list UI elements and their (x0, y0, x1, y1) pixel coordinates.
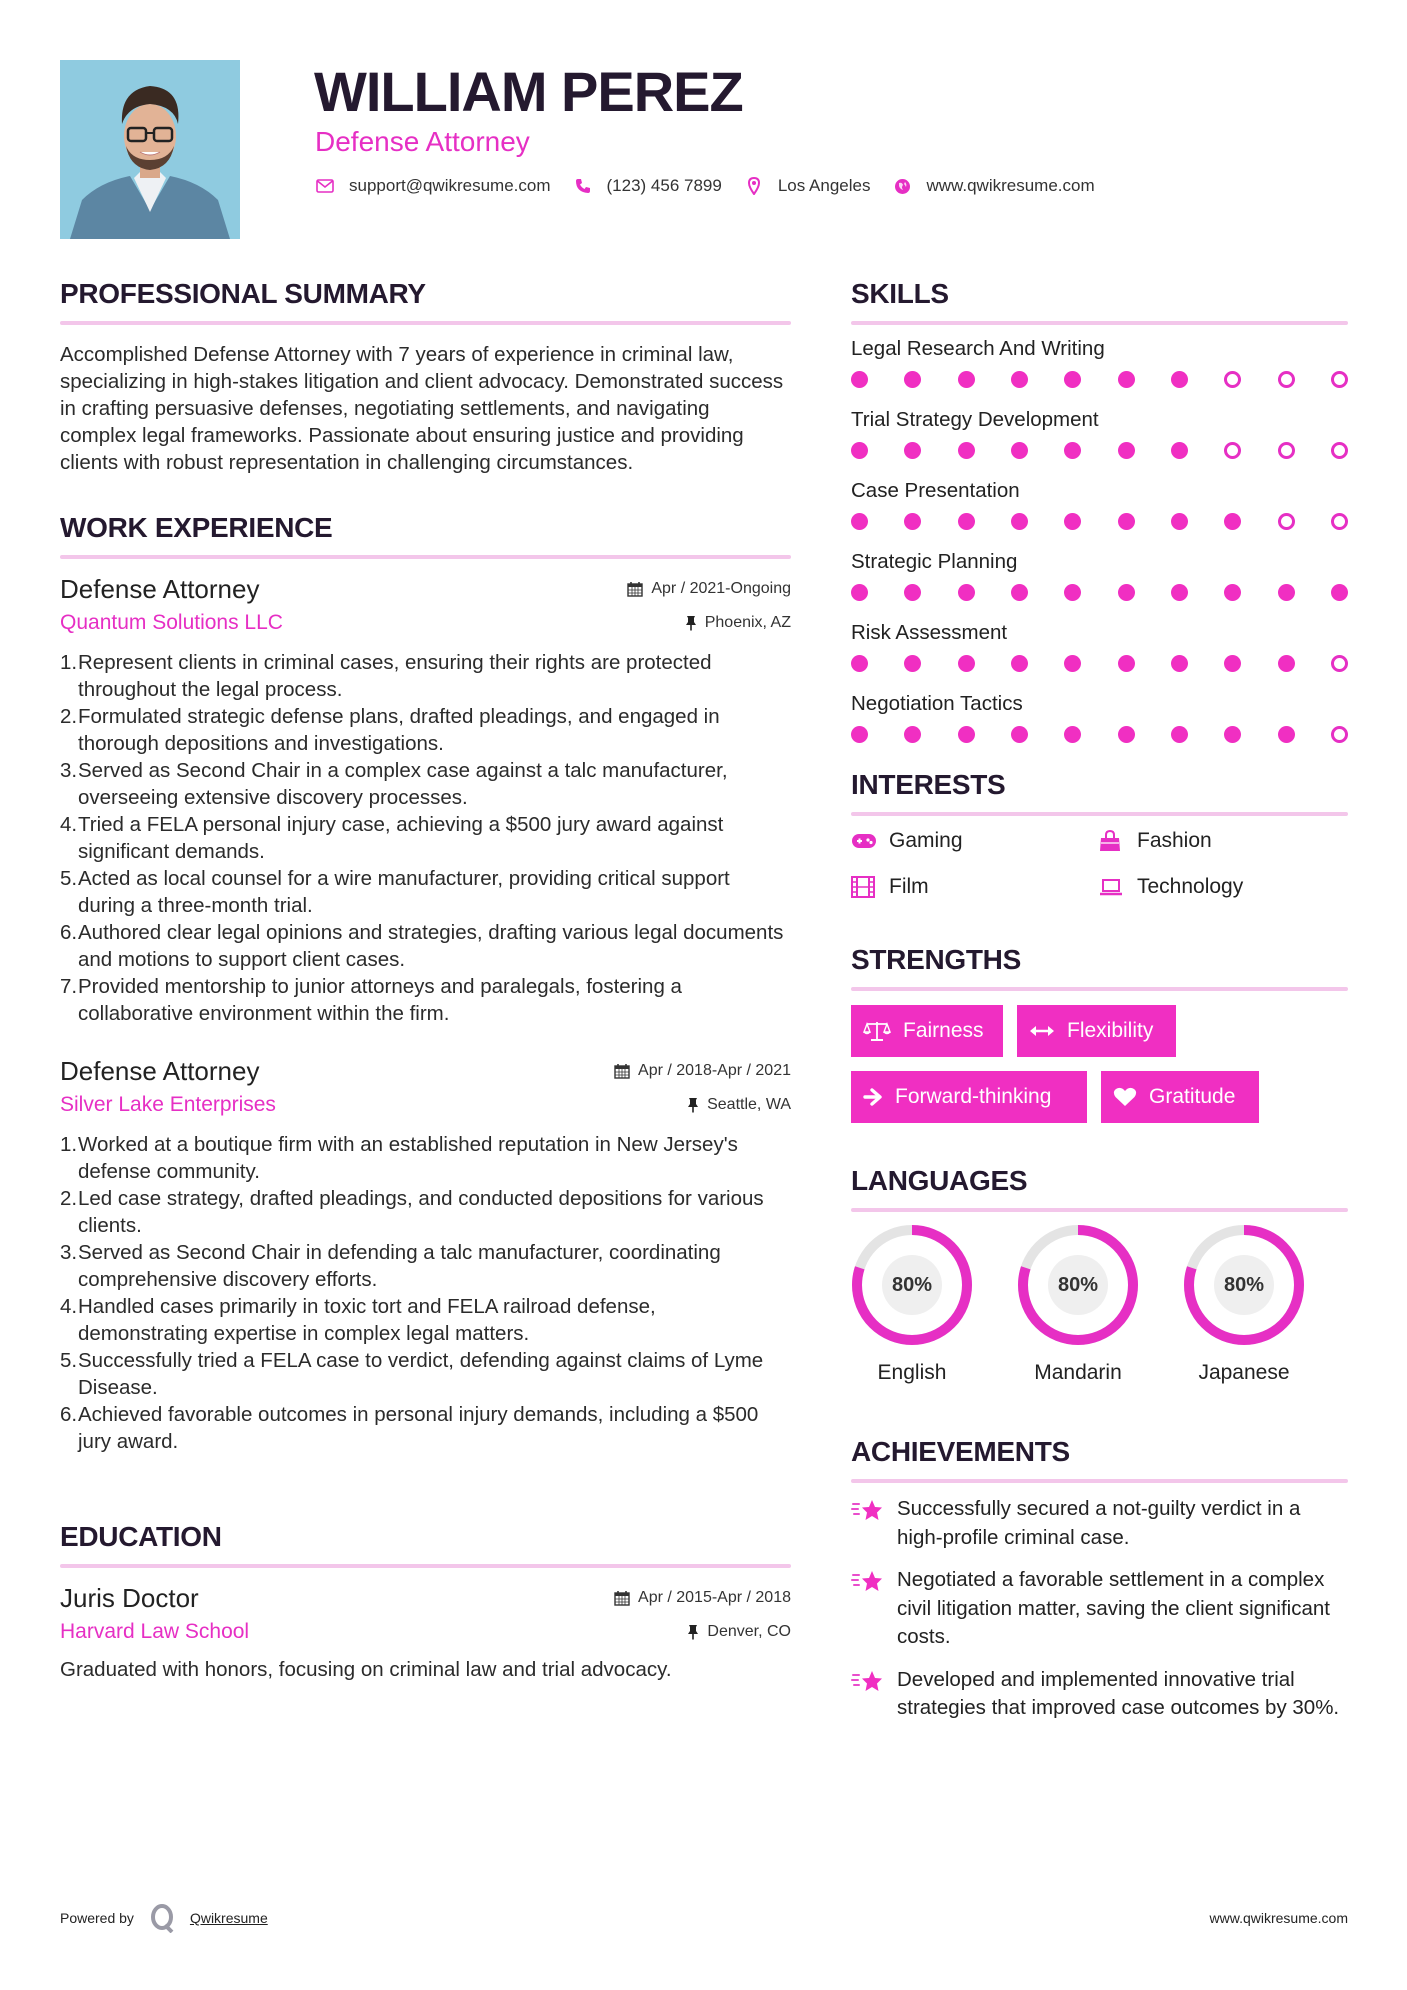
job-company: Quantum Solutions LLC (60, 611, 283, 634)
education-dates: Apr / 2015-Apr / 2018 (614, 1589, 791, 1607)
job-bullets (60, 649, 791, 1027)
interest-item: Fashion (1099, 826, 1347, 856)
education-section (60, 1513, 791, 1683)
shopping-bag-icon (1099, 830, 1125, 852)
shooting-star-icon (851, 1666, 885, 1723)
contact-phone[interactable] (573, 176, 722, 196)
balance-scale-icon (863, 1020, 891, 1042)
job-entry (60, 571, 791, 1027)
left-column (60, 270, 791, 1683)
education-description: Graduated with honors, focusing on criminal law and trial advocacy. (60, 1658, 672, 1681)
skill-rating (851, 513, 1348, 530)
section-title: WORK EXPERIENCE (60, 512, 333, 543)
profile-photo (60, 60, 240, 239)
experience-section (60, 504, 791, 1455)
rating-dot-filled-icon (1278, 655, 1295, 672)
rating-dot-filled-icon (904, 655, 921, 672)
rating-dot-filled-icon (1064, 655, 1081, 672)
rating-dot-filled-icon (851, 655, 868, 672)
rating-dot-filled-icon (1171, 513, 1188, 530)
bullet-item: 6. Achieved favorable outcomes in personal injury demands, including a $500 jury award. (60, 1403, 759, 1453)
rating-dot-filled-icon (1118, 371, 1135, 388)
skill-name: Case Presentation (851, 479, 1020, 502)
bullet-item: 2. Formulated strategic defense plans, drafted pleadings, and engaged in thorough depositions and investigations. (60, 705, 720, 755)
powered-by: Powered by Qwikresume (60, 1903, 268, 1933)
rating-dot-filled-icon (1011, 655, 1028, 672)
rating-dot-filled-icon (904, 371, 921, 388)
summary-text: Accomplished Defense Attorney with 7 years of experience in criminal law, specializing in high-stakes litigation and client advocacy. Demonstrated success in crafting persuasive defenses, negotiating settlements, and navigating complex legal frameworks. Passionate about ensuring justice and providing clients with robust representation in challenging circumstances. (60, 343, 784, 474)
heart-icon (1113, 1087, 1137, 1107)
rating-dot-filled-icon (958, 371, 975, 388)
job-bullets (60, 1131, 791, 1455)
skill-rating (851, 442, 1348, 459)
rating-dot-filled-icon (851, 371, 868, 388)
candidate-role: Defense Attorney (315, 126, 530, 157)
interests-section (851, 761, 1348, 902)
rating-dot-filled-icon (1118, 655, 1135, 672)
rating-dot-filled-icon (1118, 726, 1135, 743)
section-title: SKILLS (851, 278, 949, 309)
achievement-item: Negotiated a favorable settlement in a complex civil litigation matter, saving the client significant costs. (851, 1566, 1348, 1652)
rating-dot-filled-icon (1331, 584, 1348, 601)
section-divider (851, 987, 1348, 991)
degree-title: Juris Doctor (60, 1583, 199, 1613)
bullet-item: 7. Provided mentorship to junior attorneys and paralegals, fostering a collaborative environment within the firm. (60, 975, 682, 1025)
rating-dot-filled-icon (958, 513, 975, 530)
qwikresume-logo-icon (150, 1903, 176, 1933)
map-pin-icon (744, 176, 764, 196)
rating-dot-filled-icon (851, 442, 868, 459)
skill-name: Negotiation Tactics (851, 692, 1023, 715)
language-progress-ring (1017, 1224, 1139, 1346)
contact-location (744, 176, 871, 196)
section-divider (60, 1564, 791, 1568)
rating-dot-filled-icon (904, 513, 921, 530)
section-divider (851, 1479, 1348, 1483)
interest-item: Technology (1099, 872, 1347, 902)
strength-chip: Fairness (851, 1005, 1003, 1057)
rating-dot-filled-icon (1011, 726, 1028, 743)
rating-dot-filled-icon (958, 584, 975, 601)
rating-dot-filled-icon (1011, 442, 1028, 459)
language-name: Japanese (1198, 1361, 1290, 1384)
section-title: STRENGTHS (851, 944, 1021, 975)
strength-chip: Gratitude (1101, 1071, 1259, 1123)
achievements-section (851, 1428, 1348, 1723)
skills-section (851, 270, 1348, 743)
rating-dot-filled-icon (1011, 513, 1028, 530)
rating-dot-filled-icon (1171, 371, 1188, 388)
film-icon (851, 876, 877, 898)
arrows-horizontal-icon (1029, 1024, 1055, 1038)
rating-dot-filled-icon (1171, 442, 1188, 459)
rating-dot-empty-icon (1278, 371, 1295, 388)
skills-list (851, 335, 1348, 743)
rating-dot-filled-icon (904, 726, 921, 743)
section-title: LANGUAGES (851, 1165, 1028, 1196)
strength-chip: Flexibility (1017, 1005, 1176, 1057)
rating-dot-filled-icon (1278, 584, 1295, 601)
rating-dot-filled-icon (851, 513, 868, 530)
section-title: EDUCATION (60, 1521, 222, 1552)
skill-rating (851, 726, 1348, 743)
section-divider (851, 812, 1348, 816)
rating-dot-filled-icon (958, 655, 975, 672)
rating-dot-empty-icon (1278, 442, 1295, 459)
achievement-item: Developed and implemented innovative trial strategies that improved case outcomes by 30%. (851, 1666, 1348, 1723)
bullet-item: 1. Worked at a boutique firm with an established reputation in New Jersey's defense community. (60, 1133, 738, 1183)
job-location: Seattle, WA (687, 1096, 791, 1114)
interests-list (851, 826, 1348, 902)
strength-chip: Forward-thinking (851, 1071, 1087, 1123)
rating-dot-filled-icon (851, 726, 868, 743)
skill-rating (851, 655, 1348, 672)
rating-dot-filled-icon (1224, 584, 1241, 601)
contact-email-text: support@qwikresume.com (349, 176, 551, 195)
bullet-item: 5. Acted as local counsel for a wire manufacturer, providing critical support during a three-month trial. (60, 867, 730, 917)
language-item (1017, 1224, 1139, 1388)
calendar-icon (614, 1590, 630, 1606)
rating-dot-empty-icon (1331, 726, 1348, 743)
rating-dot-filled-icon (1224, 726, 1241, 743)
rating-dot-empty-icon (1331, 371, 1348, 388)
language-name: English (877, 1361, 947, 1384)
contact-phone-text: (123) 456 7899 (606, 176, 722, 195)
job-company: Silver Lake Enterprises (60, 1093, 276, 1116)
job-title: Defense Attorney (60, 1056, 260, 1086)
bullet-item: 5. Successfully tried a FELA case to verdict, defending against claims of Lyme Disease. (60, 1349, 764, 1399)
bullet-item: 3. Served as Second Chair in a complex case against a talc manufacturer, overseeing extensive discovery processes. (60, 759, 728, 809)
rating-dot-filled-icon (1064, 442, 1081, 459)
achievements-list (851, 1495, 1348, 1723)
contact-website-text: www.qwikresume.com (926, 176, 1095, 195)
rating-dot-filled-icon (958, 442, 975, 459)
laptop-icon (1099, 876, 1125, 898)
rating-dot-filled-icon (1118, 584, 1135, 601)
school-name: Harvard Law School (60, 1620, 250, 1643)
rating-dot-empty-icon (1331, 442, 1348, 459)
rating-dot-filled-icon (1011, 584, 1028, 601)
bullet-item: 3. Served as Second Chair in defending a talc manufacturer, coordinating comprehensive discovery efforts. (60, 1241, 721, 1291)
rating-dot-filled-icon (904, 442, 921, 459)
rating-dot-filled-icon (1278, 726, 1295, 743)
skill-name: Strategic Planning (851, 550, 1018, 573)
qwikresume-link[interactable]: Qwikresume (189, 1910, 268, 1926)
rating-dot-filled-icon (904, 584, 921, 601)
candidate-name: WILLIAM PEREZ (314, 60, 743, 123)
rating-dot-filled-icon (1171, 655, 1188, 672)
envelope-icon (315, 176, 335, 196)
language-item (851, 1224, 973, 1388)
education-location: Denver, CO (687, 1623, 791, 1641)
globe-icon (892, 176, 912, 196)
section-divider (851, 321, 1348, 325)
shooting-star-icon (851, 1495, 885, 1552)
bullet-item: 4. Handled cases primarily in toxic tort and FELA railroad defense, demonstrating expertise in complex legal matters. (60, 1295, 656, 1345)
pushpin-icon (687, 1624, 699, 1640)
languages-list (851, 1224, 1348, 1388)
achievement-item: Successfully secured a not-guilty verdict in a high-profile criminal case. (851, 1495, 1348, 1552)
job-location: Phoenix, AZ (685, 614, 791, 632)
contact-bar (315, 176, 1117, 196)
phone-icon (573, 176, 593, 196)
languages-section (851, 1157, 1348, 1388)
resume-header (60, 60, 1350, 240)
rating-dot-empty-icon (1331, 655, 1348, 672)
summary-section (60, 270, 791, 476)
pushpin-icon (687, 1097, 699, 1113)
rating-dot-filled-icon (1118, 442, 1135, 459)
rating-dot-empty-icon (1331, 513, 1348, 530)
contact-email[interactable] (315, 176, 551, 196)
language-percent: 80% (1214, 1255, 1274, 1315)
section-divider (60, 321, 791, 325)
interest-item: Gaming (851, 826, 1099, 856)
strengths-list (851, 1005, 1348, 1123)
skill-name: Legal Research And Writing (851, 337, 1105, 360)
calendar-icon (627, 581, 643, 597)
section-title: INTERESTS (851, 769, 1006, 800)
rating-dot-filled-icon (851, 584, 868, 601)
bullet-item: 6. Authored clear legal opinions and strategies, drafting various legal documents and motions to support client cases. (60, 921, 784, 971)
skill-name: Trial Strategy Development (851, 408, 1099, 431)
rating-dot-filled-icon (1118, 513, 1135, 530)
skill-rating (851, 584, 1348, 601)
bullet-item: 2. Led case strategy, drafted pleadings, and conducted depositions for various clients. (60, 1187, 764, 1237)
gamepad-icon (851, 830, 877, 852)
rating-dot-filled-icon (1064, 513, 1081, 530)
section-divider (851, 1208, 1348, 1212)
rating-dot-filled-icon (1064, 584, 1081, 601)
rating-dot-empty-icon (1224, 442, 1241, 459)
right-column (851, 270, 1348, 1737)
arrow-right-icon (863, 1088, 883, 1106)
section-divider (60, 555, 791, 559)
strengths-section (851, 936, 1348, 1123)
rating-dot-filled-icon (1224, 655, 1241, 672)
rating-dot-filled-icon (1064, 726, 1081, 743)
job-dates: Apr / 2021-Ongoing (627, 580, 791, 598)
rating-dot-filled-icon (1171, 584, 1188, 601)
rating-dot-empty-icon (1278, 513, 1295, 530)
rating-dot-empty-icon (1224, 371, 1241, 388)
contact-website[interactable] (892, 176, 1094, 196)
language-progress-ring (851, 1224, 973, 1346)
job-title: Defense Attorney (60, 574, 260, 604)
interest-item: Film (851, 872, 1099, 902)
language-item (1183, 1224, 1305, 1388)
contact-location-text: Los Angeles (777, 176, 871, 195)
footer (60, 1903, 1348, 1933)
rating-dot-filled-icon (1064, 371, 1081, 388)
pushpin-icon (685, 615, 697, 631)
job-dates: Apr / 2018-Apr / 2021 (614, 1062, 791, 1080)
section-title: ACHIEVEMENTS (851, 1436, 1070, 1467)
bullet-item: 4. Tried a FELA personal injury case, achieving a $500 jury award against significant demands. (60, 813, 724, 863)
language-name: Mandarin (1034, 1361, 1122, 1384)
rating-dot-filled-icon (1011, 371, 1028, 388)
bullet-item: 1. Represent clients in criminal cases, ensuring their rights are protected throughout the legal process. (60, 651, 712, 701)
rating-dot-filled-icon (958, 726, 975, 743)
rating-dot-filled-icon (1224, 513, 1241, 530)
job-entry (60, 1053, 791, 1455)
language-percent: 80% (1048, 1255, 1108, 1315)
language-progress-ring (1183, 1224, 1305, 1346)
calendar-icon (614, 1063, 630, 1079)
skill-rating (851, 371, 1348, 388)
skill-name: Risk Assessment (851, 621, 1008, 644)
footer-website[interactable]: www.qwikresume.com (1209, 1910, 1348, 1926)
language-percent: 80% (882, 1255, 942, 1315)
section-title: PROFESSIONAL SUMMARY (60, 278, 426, 309)
shooting-star-icon (851, 1566, 885, 1652)
rating-dot-filled-icon (1171, 726, 1188, 743)
